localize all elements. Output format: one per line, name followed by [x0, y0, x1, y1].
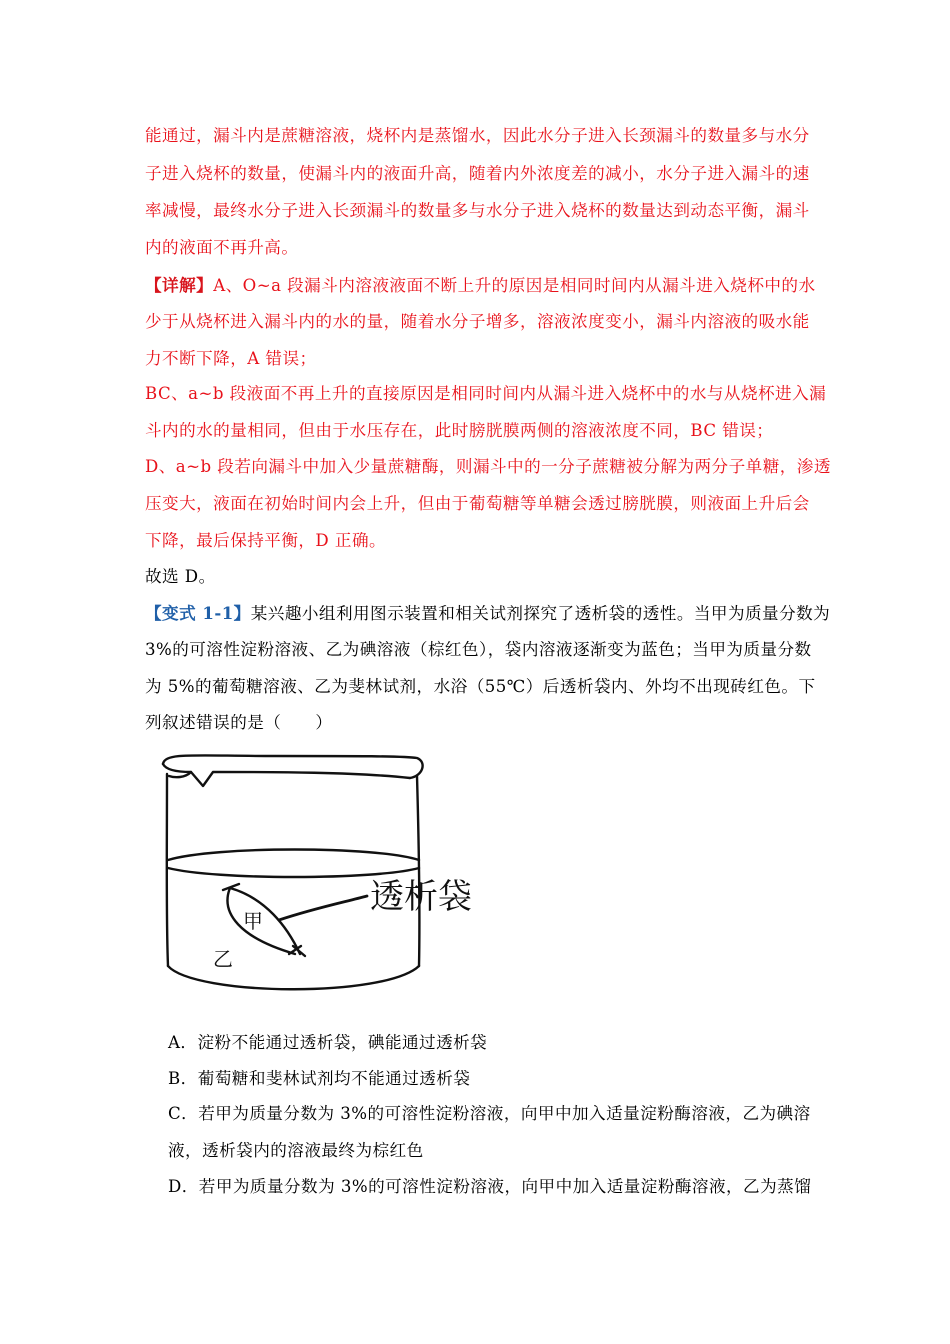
question-text: 某兴趣小组利用图示装置和相关试剂探究了透析袋的透性。当甲为质量分数为 [250, 604, 831, 623]
question-line-4: 列叙述错误的是（ ） [145, 713, 333, 732]
question-line-2: 3%的可溶性淀粉溶液、乙为碘溶液（棕红色），袋内溶液逐渐变为蓝色；当甲为质量分数 [145, 640, 812, 659]
variant-tag: 【变式 1-1】 [145, 603, 251, 623]
option-a: A．淀粉不能通过透析袋，碘能通过透析袋 [168, 1033, 488, 1052]
detail-text: A、O~a 段漏斗内溶液液面不断上升的原因是相同时间内从漏斗进入烧杯中的水 [213, 276, 816, 295]
option-c-line-2: 液，透析袋内的溶液最终为棕红色 [168, 1141, 424, 1160]
question-line-3: 为 5%的葡萄糖溶液、乙为斐林试剂，水浴（55℃）后透析袋内、外均不出现砖红色。下 [145, 677, 816, 696]
detail-line-4: BC、a~b 段液面不再上升的直接原因是相同时间内从漏斗进入烧杯中的水与从烧杯进入漏 [145, 384, 827, 403]
label-jia: 甲 [243, 909, 263, 933]
analysis-line-3: 率减慢，最终水分子进入长颈漏斗的数量多与水分子进入烧杯的数量达到动态平衡，漏斗 [145, 201, 810, 220]
question-line-1 [145, 603, 830, 624]
beaker-diagram [155, 748, 495, 1004]
detail-line-7: 压变大，液面在初始时间内会上升，但由于葡萄糖等单糖会透过膀胱膜，则液面上升后会 [145, 494, 810, 513]
analysis-line-1: 能通过，漏斗内是蔗糖溶液，烧杯内是蒸馏水，因此水分子进入长颈漏斗的数量多与水分 [145, 126, 810, 145]
option-b: B．葡萄糖和斐林试剂均不能通过透析袋 [168, 1069, 471, 1088]
detail-line-1 [145, 275, 816, 296]
option-c-line-1: C．若甲为质量分数为 3%的可溶性淀粉溶液，向甲中加入适量淀粉酶溶液，乙为碘溶 [168, 1104, 811, 1123]
analysis-line-2: 子进入烧杯的数量，使漏斗内的液面升高，随着内外浓度差的减小，水分子进入漏斗的速 [145, 164, 810, 183]
detail-line-6: D、a~b 段若向漏斗中加入少量蔗糖酶，则漏斗中的一分子蔗糖被分解为两分子单糖，渗透 [145, 457, 831, 476]
detail-tag: 【详解】 [145, 275, 214, 295]
detail-line-2: 少于从烧杯进入漏斗内的水的量，随着水分子增多，溶液浓度变小，漏斗内溶液的吸水能 [145, 312, 810, 331]
analysis-line-4: 内的液面不再升高。 [145, 238, 299, 257]
label-dialysis-bag: 透析袋 [370, 877, 472, 917]
detail-line-3: 力不断下降，A 错误； [145, 349, 317, 368]
detail-line-8: 下降，最后保持平衡，D 正确。 [145, 531, 387, 550]
option-d-line-1: D．若甲为质量分数为 3%的可溶性淀粉溶液，向甲中加入适量淀粉酶溶液，乙为蒸馏 [168, 1177, 812, 1196]
answer-line: 故选 D。 [145, 567, 216, 586]
label-yi: 乙 [213, 947, 233, 971]
detail-line-5: 斗内的水的量相同，但由于水压存在，此时膀胱膜两侧的溶液浓度不同，BC 错误； [145, 421, 774, 440]
